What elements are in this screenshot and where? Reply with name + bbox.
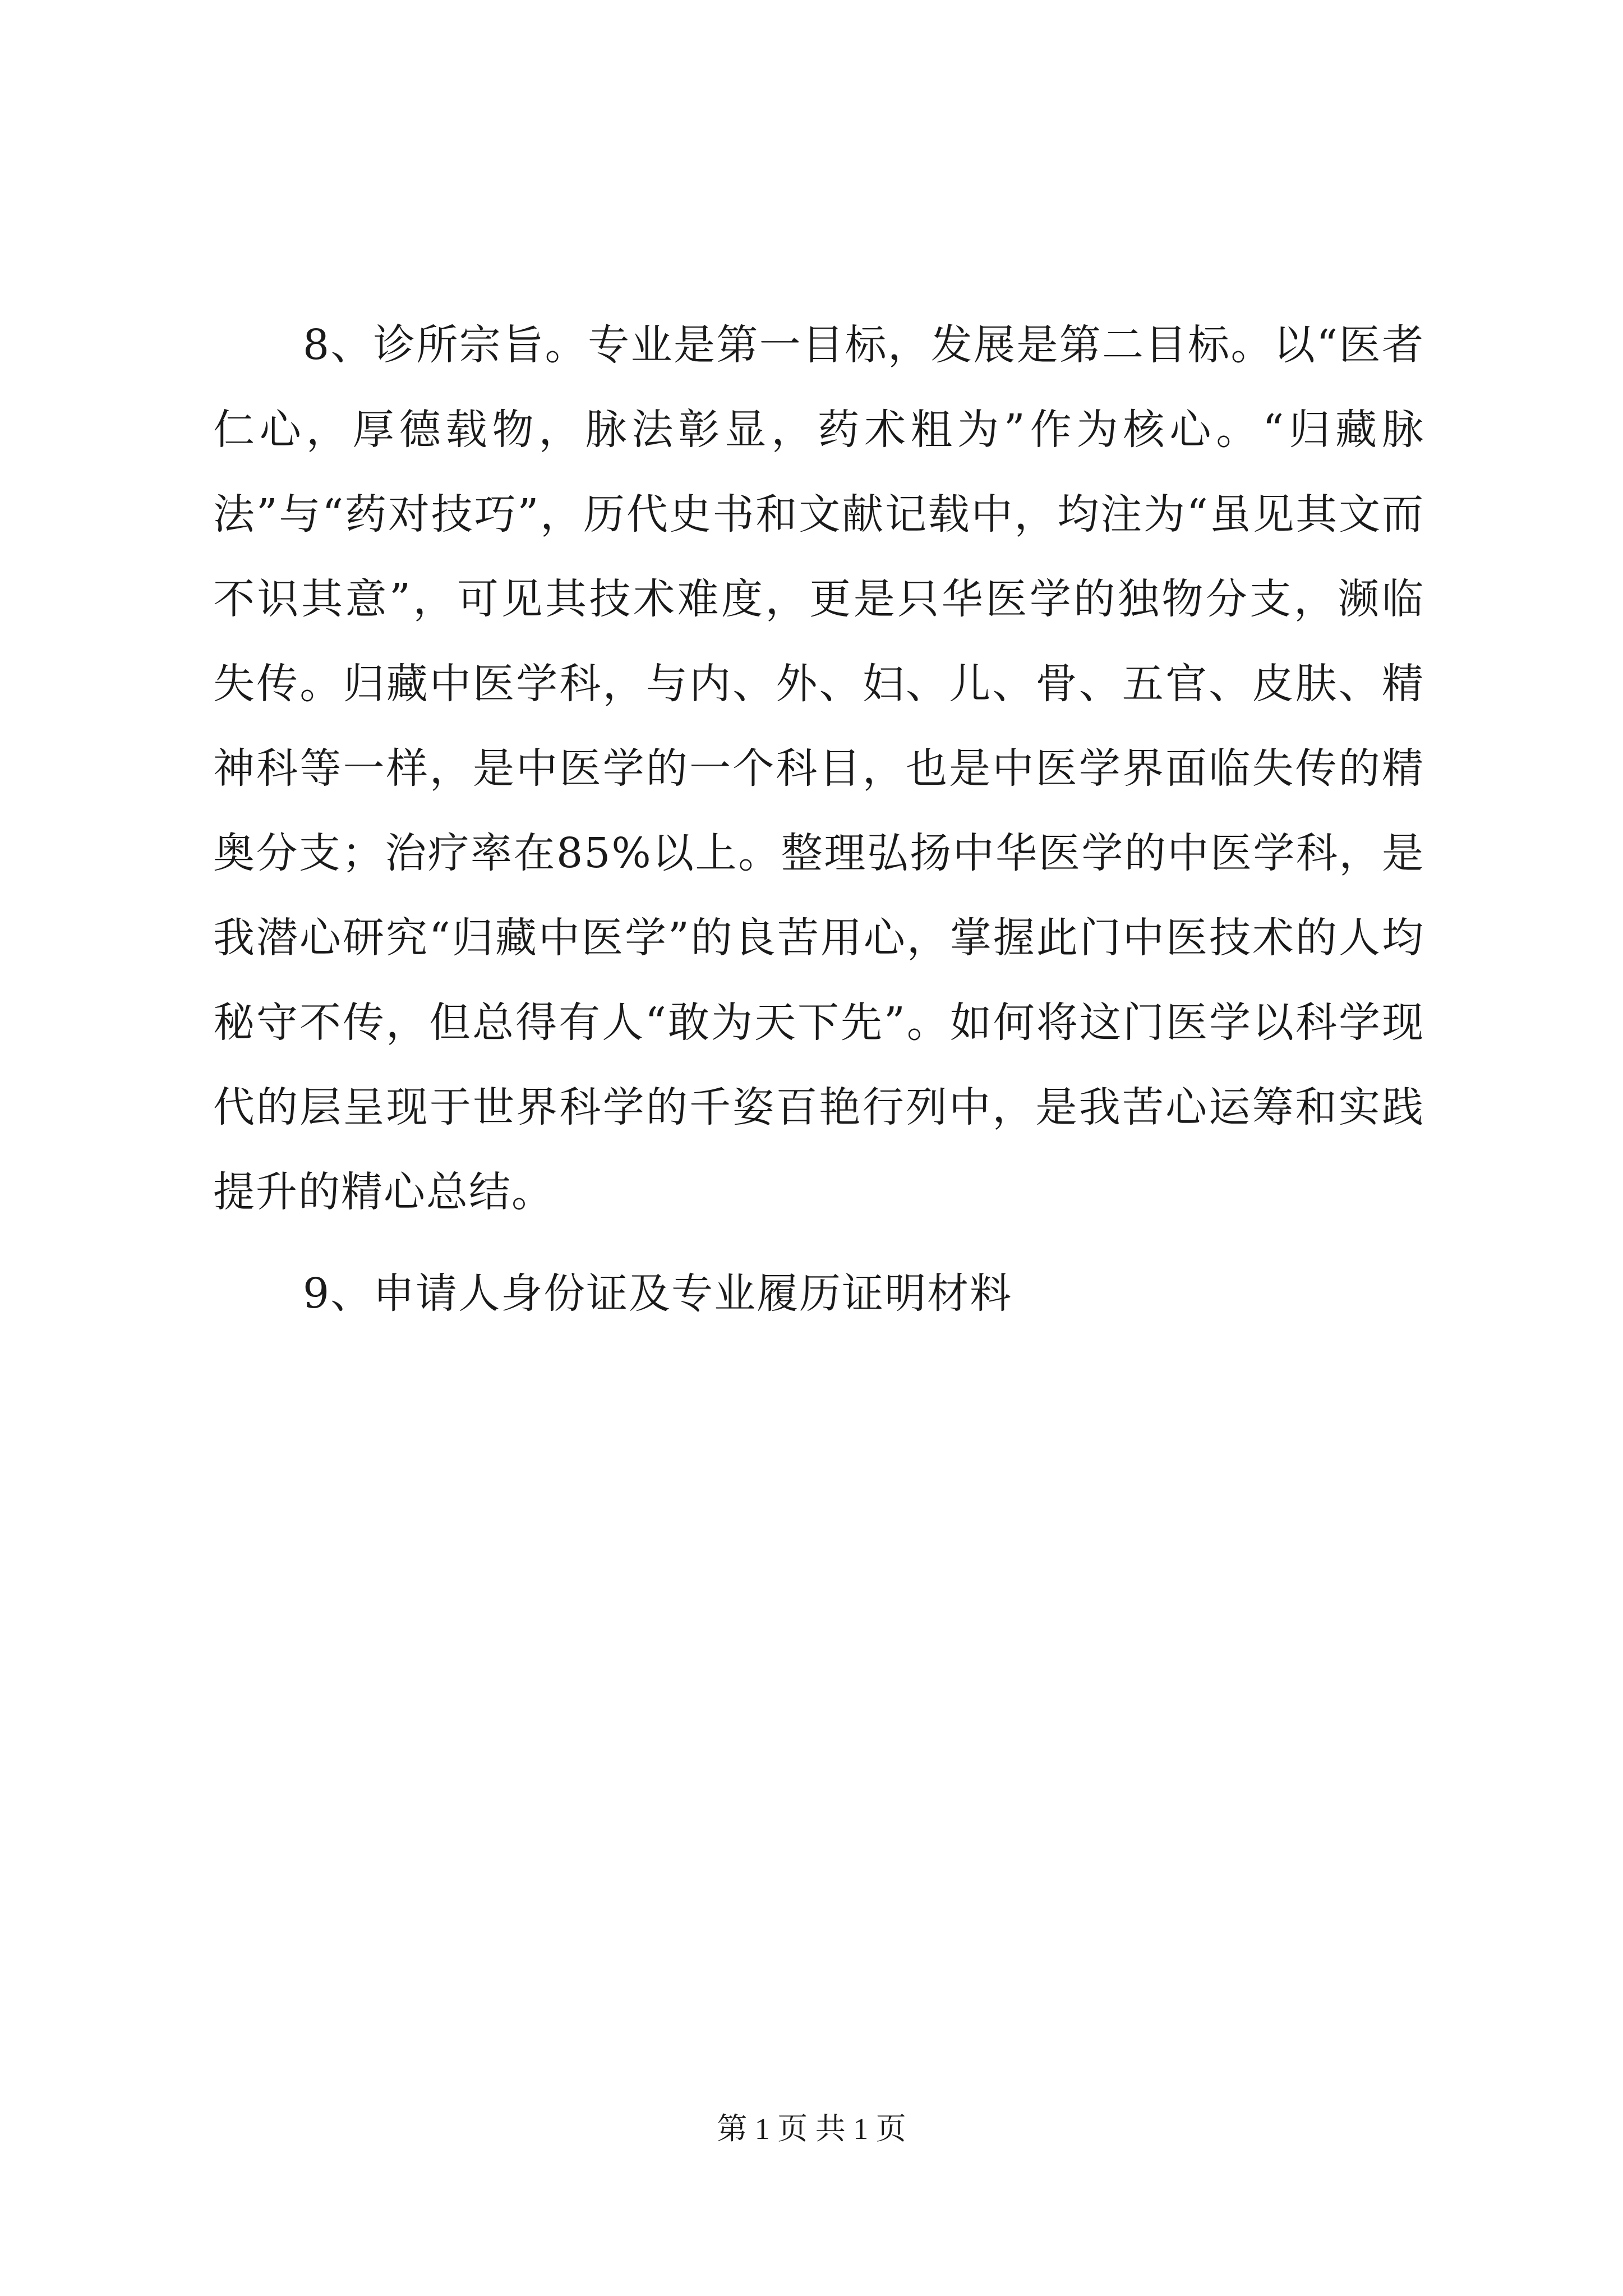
paragraph-applicant-materials: 9、申请人身份证及专业履历证明材料 (303, 1269, 1013, 1318)
page-number-footer: 第 1 页 共 1 页 (717, 2112, 906, 2146)
paragraph-clinic-purpose: 8、诊所宗旨。专业是第一目标，发展是第二目标。以“医者仁心，厚德载物，脉法彰显，药术粗为”作为核心。“归藏脉法”与“药对技巧”，历代史书和文献记载中，均注为“虽见其文而不识其意”，可见其技术难度，更是只华医学的独物分支，濒临失传。归藏中医学科，与内、外、妇、儿、骨、五官、皮肤、精神科等一样，是中医学的一个科目，也是中医学界面临失传的精奥分支；治疗率在85%以上。整理弘扬中华医学的中医学科，是我潜心研究“归藏中医学”的良苦用心，掌握此门中医技术的人均秘守不传，但总得有人“敢为天下先”。如何将这门医学以科学现代的层呈现于世界科学的千姿百艳行列中，是我苦心运筹和实践提升的精心总结。 (213, 321, 1424, 1216)
document-body (213, 303, 1424, 1336)
